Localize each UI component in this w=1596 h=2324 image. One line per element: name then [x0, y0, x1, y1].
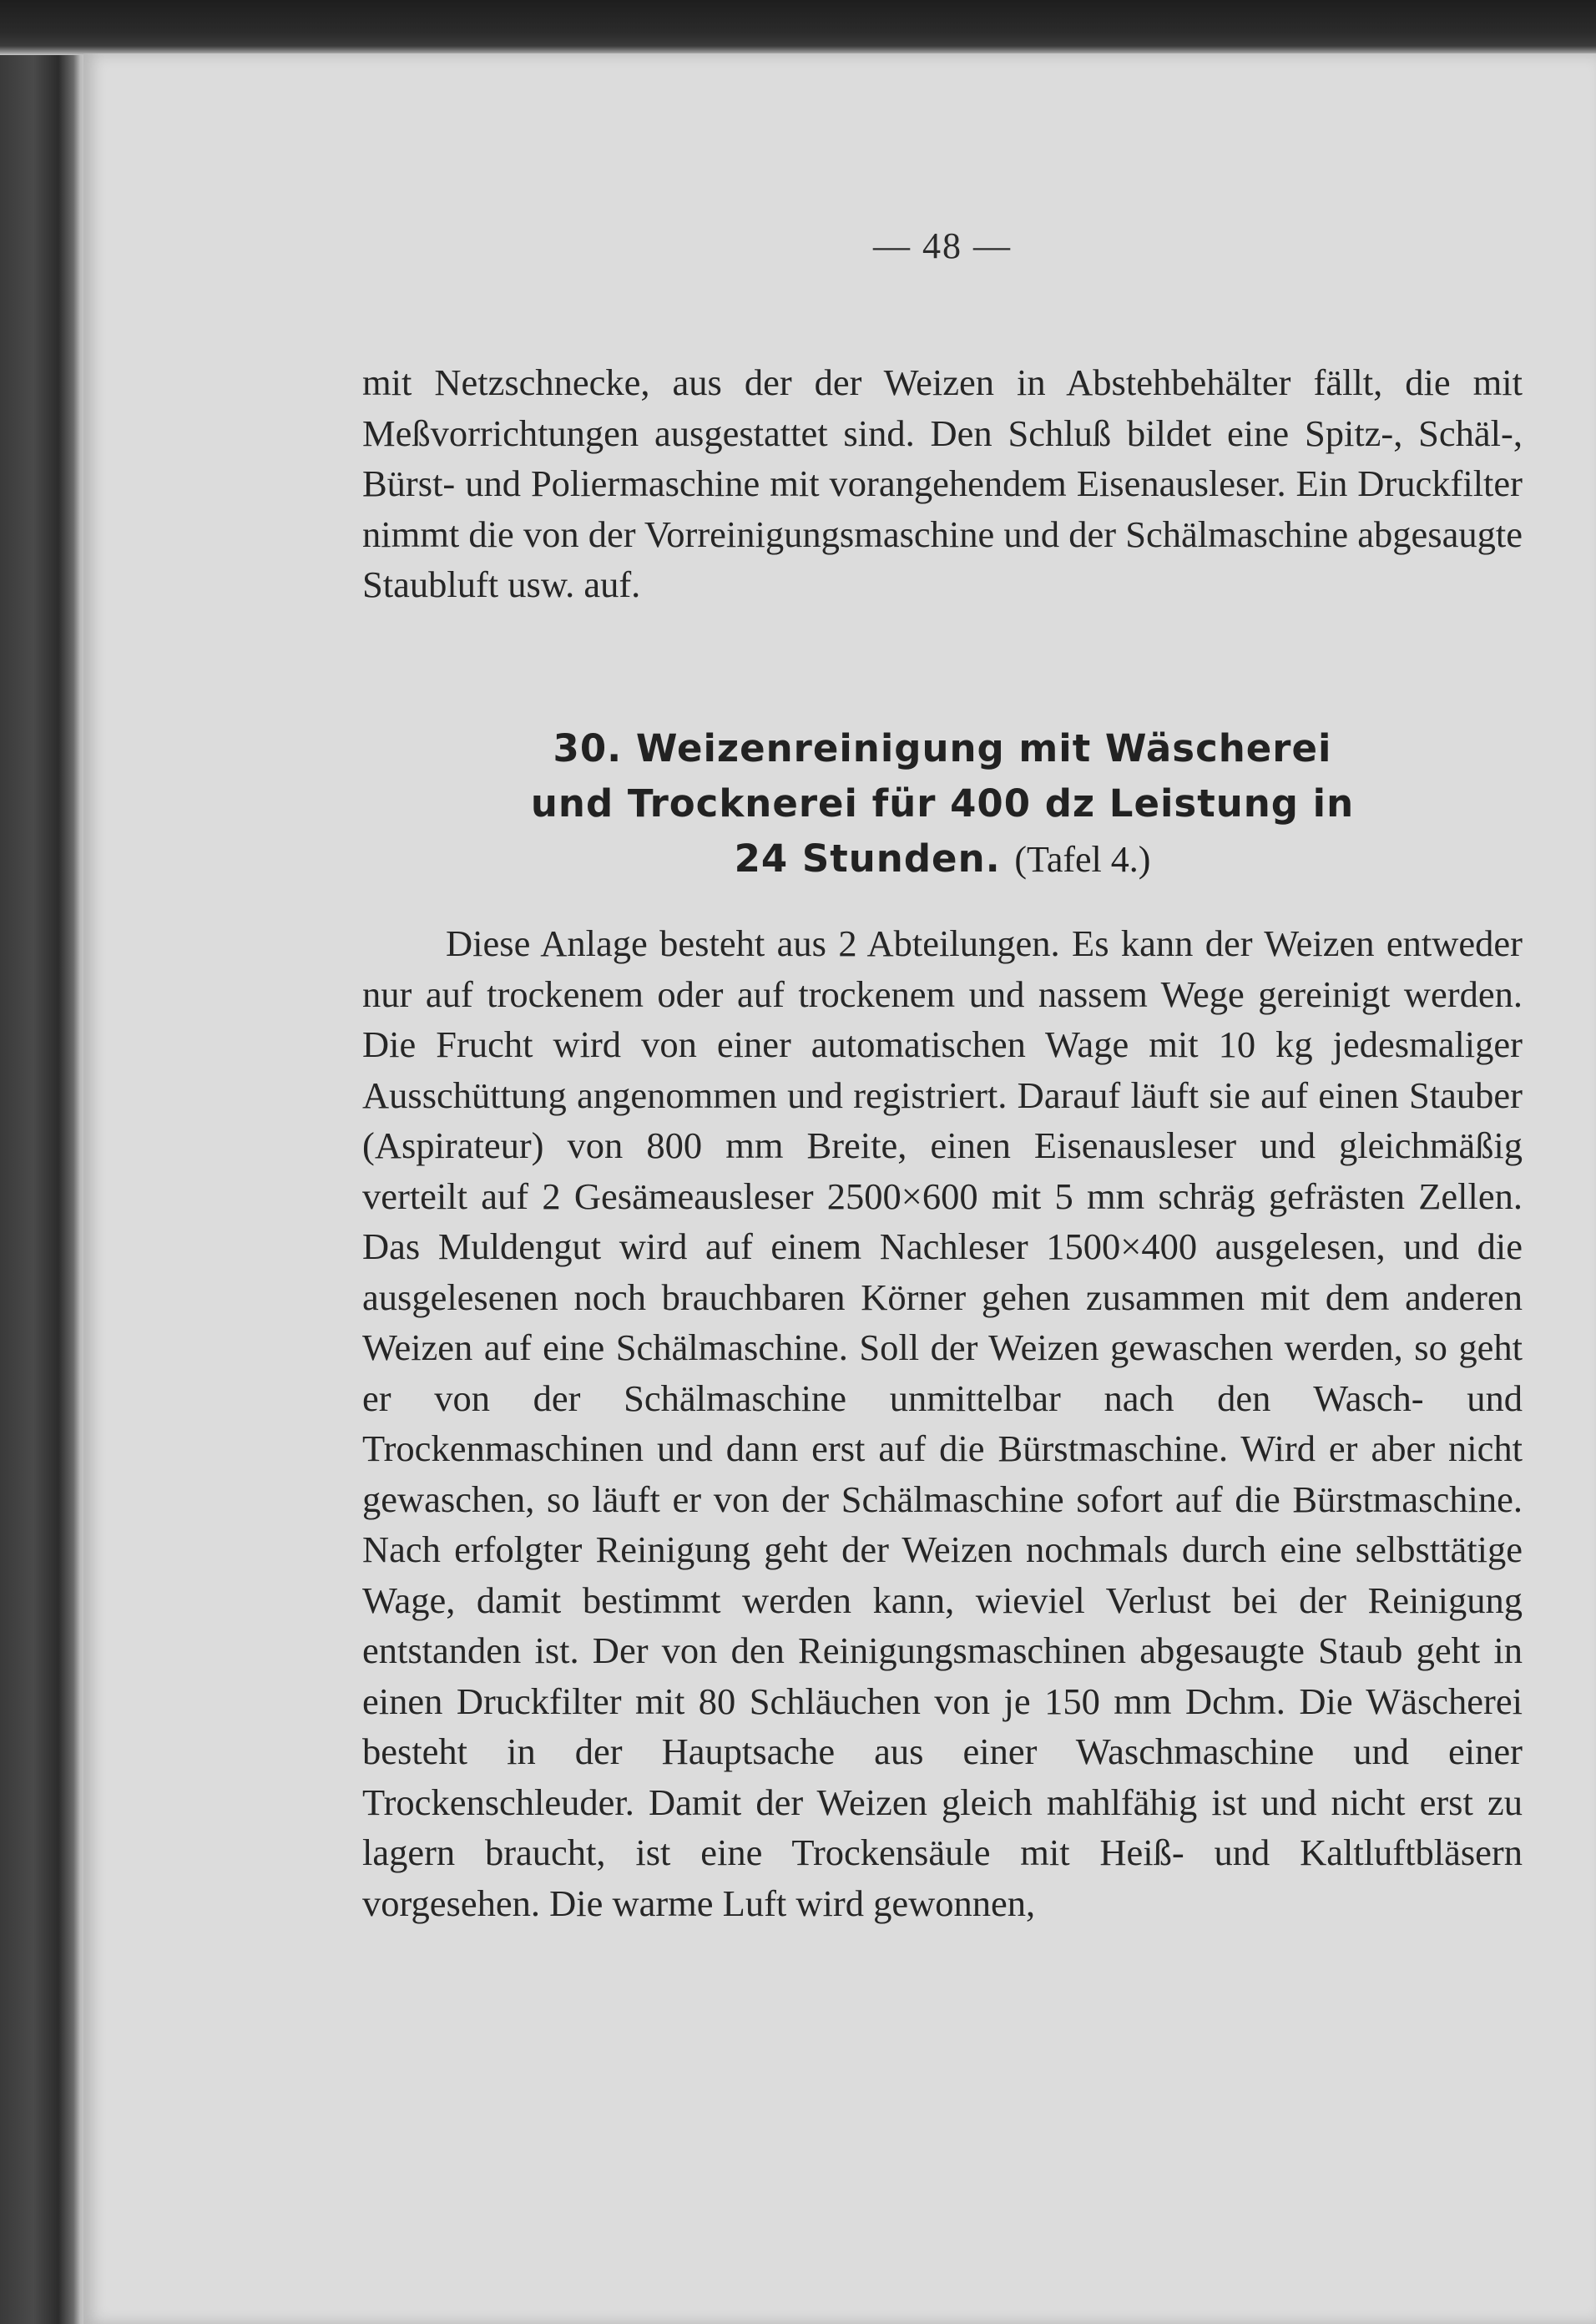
- section-heading-line-1: 30. Weizenreinigung mit Wäscherei: [553, 726, 1332, 770]
- text-block: [362, 53, 1523, 2324]
- section-body-paragraph: Diese Anlage besteht aus 2 Abteilungen. Es kann der Weizen entweder nur auf trockenem oder auf trockenem und nassem Wege gereinigt werden. Die Frucht wird von einer automatischen Wage mit 10 kg jedesmaliger Ausschüttung angenommen und registriert. Darauf läuft sie auf einen Stauber (Aspirateur) von 800 mm Breite, einen Eisenausleser und gleichmäßig verteilt auf 2 Gesämeausleser 2500×600 mit 5 mm schräg gefrästen Zellen. Das Muldengut wird auf einem Nachleser 1500×400 ausgelesen, und die ausgelesenen noch brauchbaren Körner gehen zusammen mit dem anderen Weizen auf eine Schälmaschine. Soll der Weizen gewaschen werden, so geht er von der Schälmaschine unmittelbar nach den Wasch- und Trockenmaschinen und dann erst auf die Bürstmaschine. Wird er aber nicht gewaschen, so läuft er von der Schälmaschine sofort auf die Bürstmaschine. Nach erfolgter Reinigung geht der Weizen nochmals durch eine selbsttätige Wage, damit bestimmt werden kann, wieviel Verlust bei der Reinigung entstanden ist. Der von den Reinigungsmaschinen abgesaugte Staub geht in einen Druckfilter mit 80 Schläuchen von je 150 mm Dchm. Die Wäscherei besteht in der Hauptsache aus einer Waschmaschine und einer Trockenschleuder. Damit der Weizen gleich mahlfähig ist und nicht erst zu lagern braucht, ist eine Trockensäule mit Heiß- und Kaltluftbläsern vorgesehen. Die warme Luft wird gewonnen,: [362, 922, 1523, 1924]
- intro-paragraph: mit Netzschnecke, aus der der Weizen in Abstehbehälter fällt, die mit Meßvorrichtungen ausgestattet sind. Den Schluß bildet eine Spitz-, Schäl-, Bürst- und Poliermaschine mit vorangehendem Eisenausleser. Ein Druckfilter nimmt die von der Vorreinigungsmaschine und der Schälmaschine abgesaugte Staubluft usw. auf.: [362, 361, 1523, 605]
- section-heading-line-2: und Trocknerei für 400 dz Leistung in: [530, 781, 1355, 826]
- section-heading: [362, 721, 1523, 887]
- page-sheet: [83, 53, 1596, 2324]
- book-top-edge: [0, 0, 1596, 55]
- section-heading-line-3: [362, 831, 1523, 887]
- section-heading-line-3-text: 24 Stunden.: [734, 836, 1001, 881]
- plate-reference: (Tafel 4.): [1014, 839, 1151, 880]
- page-number: — 48 —: [873, 225, 1012, 266]
